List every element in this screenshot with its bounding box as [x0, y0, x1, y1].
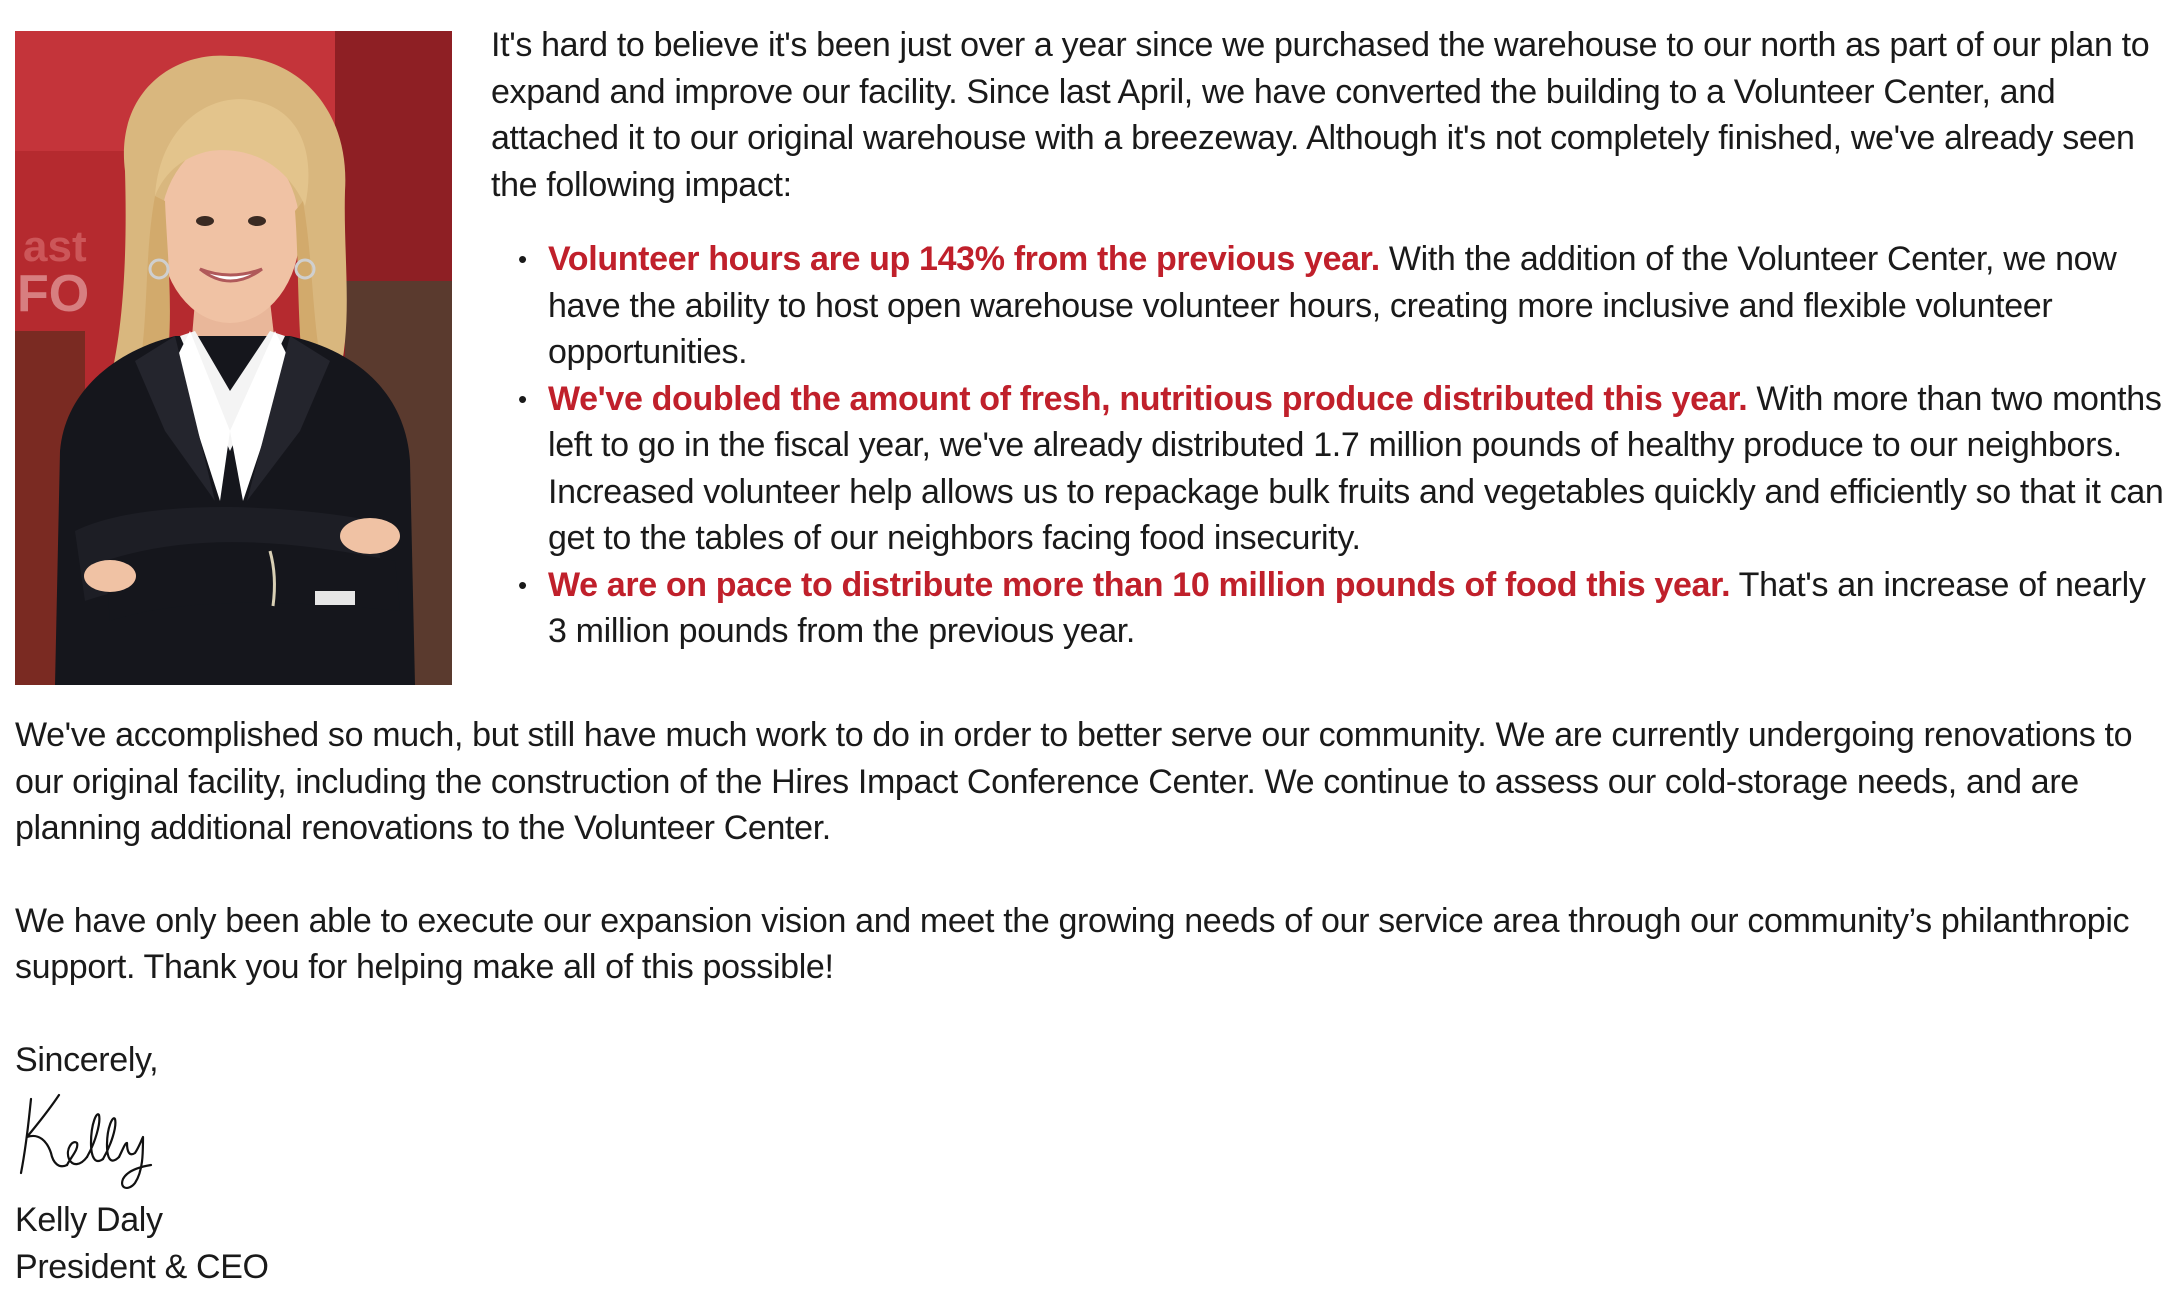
- letter-body: [15, 712, 2165, 1290]
- intro-column: [491, 22, 2170, 655]
- signer-name: Kelly Daly: [15, 1201, 163, 1239]
- impact-item-produce: [548, 376, 2170, 562]
- impact-detail: That's an increase of nearly 3 million pounds from the previous year.: [548, 565, 2146, 650]
- impact-detail: With the addition of the Volunteer Center, we now have the ability to host open warehouse volunteer hours, creating more inclusive and flexible volunteer opportunities.: [548, 240, 2117, 371]
- impact-highlight: We've doubled the amount of fresh, nutritious produce distributed this year.: [548, 379, 1748, 418]
- signer-title: President & CEO: [15, 1247, 269, 1286]
- impact-item-volunteer-hours: [548, 236, 2170, 376]
- thank-you-paragraph: We have only been able to execute our expansion vision and meet the growing needs of our service area through our community’s philanthropic support. Thank you for helping make all of this possible!: [15, 901, 2130, 986]
- accomplishments-paragraph: We've accomplished so much, but still have much work to do in order to better serve our community. We are currently undergoing renovations to our original facility, including the construction of the Hires Impact Conference Center. We continue to assess our cold-storage needs, and are planning additional renovations to the Volunteer Center.: [15, 716, 2133, 847]
- handwritten-signature: [15, 1087, 165, 1195]
- ceo-portrait-photo: [15, 31, 452, 685]
- impact-detail: With more than two months left to go in the fiscal year, we've already distributed 1.7 million pounds of healthy produce to our neighbors. Increased volunteer help allows us to repackage bulk fruits and vegetables quickly and efficiently so that it can get to the tables of our neighbors facing food insecurity.: [548, 379, 2164, 557]
- impact-highlight: Volunteer hours are up 143% from the previous year.: [548, 240, 1380, 278]
- svg-text:FO: FO: [17, 265, 90, 323]
- intro-paragraph: It's hard to believe it's been just over a year since we purchased the warehouse to our north as part of our plan to expand and improve our facility. Since last April, we have converted the building to a Volunteer Center, and attached it to our original warehouse with a breezeway. Although it's not completely finished, we've already seen the following impact:: [491, 26, 2150, 204]
- svg-text:ast: ast: [23, 222, 87, 271]
- impact-list: [491, 236, 2170, 655]
- letter: [15, 22, 2165, 1286]
- impact-highlight: We are on pace to distribute more than 10 million pounds of food this year.: [548, 565, 1731, 604]
- closing-salutation: Sincerely,: [15, 1040, 159, 1079]
- letter-top-section: [15, 22, 2165, 702]
- impact-item-food-pace: [548, 562, 2170, 655]
